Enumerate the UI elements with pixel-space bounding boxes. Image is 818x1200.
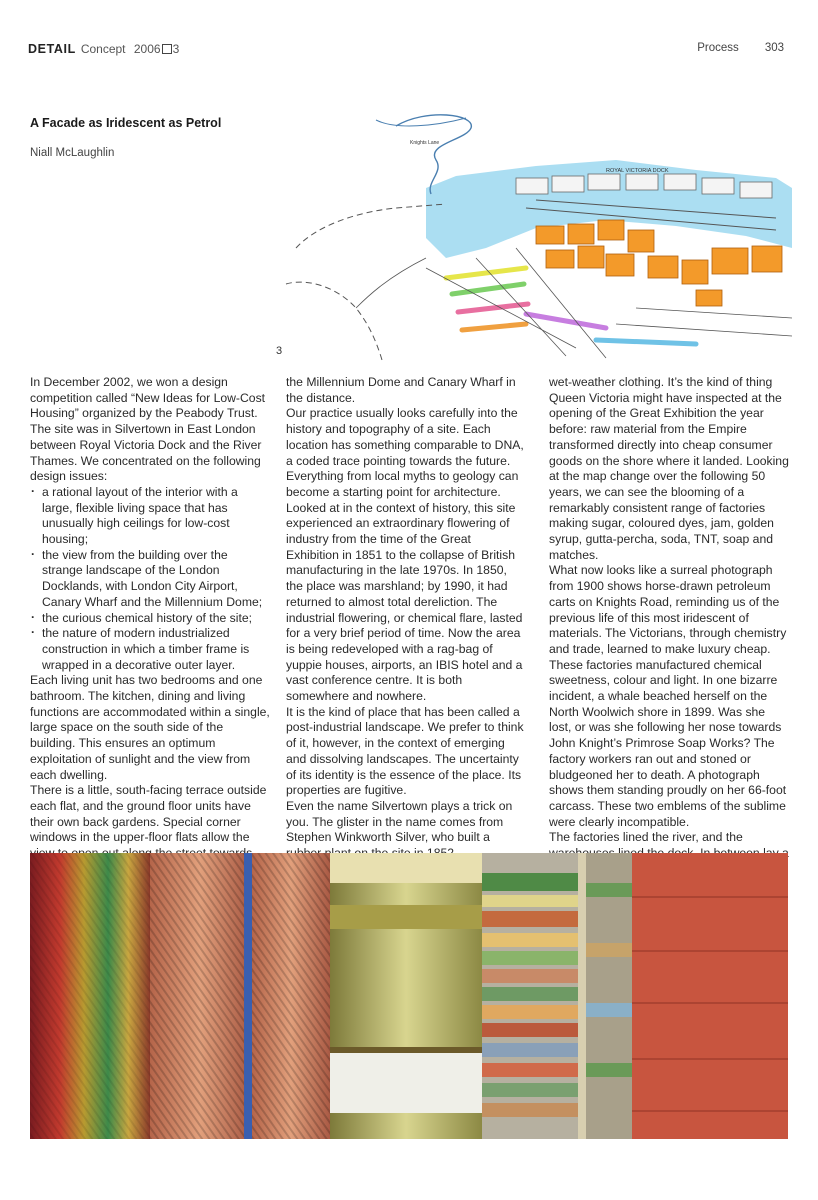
paragraph: It is the kind of place that has been called a post-industrial landscape. We prefer to think of it, however, in the context of emerging and dissolving landscapes. The uncertainty of its identity is the essence of the place. Its properties are fugitive. (286, 704, 524, 798)
paragraph: There is a little, south-facing terrace outside each flat, and the ground floor units have their own back gardens. Special corner windows in the upper-floor flats allow the (30, 783, 267, 845)
design-issues-list (30, 485, 270, 673)
material-samples-photo (30, 853, 788, 1139)
paragraph: the Millennium Dome and Canary Wharf in the distance. (286, 375, 516, 405)
article-author: Niall McLaughlin (30, 147, 115, 159)
list-item: · the nature of modern industrialized construction in which a timber frame is wrapped in a decorative outer layer. (30, 626, 270, 673)
paragraph: In December 2002, we won a design competition called “New Ideas for Low-Cost Housing” organized by the Peabody Trust. The site was in Silvertown in East London between Royal Victoria Dock and the River Thames. We concentrated on the following design issues: (30, 375, 266, 484)
running-header (28, 42, 784, 64)
paragraph: Looked at in the context of history, this site experienced an extraordinary flowering of industry from the time of the Great Exhibition in 1851 to the collapse of British manufacturing in the late 1970s. In 1850, the place was marshland; by 1990, it had returned to almost total dereliction. The industrial flowering, or chemical flare, lasted for a very brief period of time. Now the area is being redeveloped with a rag-bag of yuppie houses, airports, an IBIS hotel and a vast conference centre. It is both somewhere and nowhere. (286, 500, 523, 704)
paragraph: What now looks like a surreal photograph from 1900 shows horse-drawn petroleum carts on Knights Road, reminding us of the previous life of this most iridescent of materials. The Victorians, through chemistry and trade, learned to make luxury cheap. These factories manufactured chemical sweetness, colour and light. In one bizarre incident, a whale beached herself on the North Woolwich shore in 1899. Was she lost, or was she following her nose towards John Knight’s Primrose Soap Works? The factory workers ran out and stoned or bludgeoned her to death. A photograph shows them standing proudly on her 66-foot carcass. These two emblems of the sublime were clearly incompatible. (549, 563, 787, 829)
text-column-2 (286, 375, 526, 878)
magazine-name: DETAIL (28, 42, 76, 56)
coloured-strips (482, 853, 586, 1139)
header-section: Concept (80, 42, 126, 56)
article-title: A Facade as Iridescent as Petrol (30, 116, 222, 130)
header-year: 2006 (133, 42, 161, 56)
site-sketch-map (276, 108, 792, 362)
map-label-dock: ROYAL VICTORIA DOCK (606, 168, 669, 174)
header-brand (28, 42, 179, 56)
list-item: · a rational layout of the interior with a large, flexible living space that has unusually high ceilings for low-cost housing; (30, 485, 270, 548)
paragraph: Each living unit has two bedrooms and one bathroom. The kitchen, dining and living functions are accommodated within a single, large space on the south side of the building. This ensures an optimum exploitation of sunlight and the view from each dwelling. (30, 673, 270, 782)
list-item: · the view from the building over the strange landscape of the London Docklands, with London City Airport, Canary Wharf and the Millennium Dome; (30, 548, 270, 611)
issue-box-icon (162, 44, 172, 54)
header-right (697, 42, 784, 54)
paragraph: Even the name Silvertown plays a trick on you. The glister in the name comes from Stephen Winkworth Silver, who built a (286, 798, 513, 845)
list-item: · the curious chemical history of the site; (30, 611, 270, 627)
header-issue: 3 (172, 42, 180, 56)
paragraph: The factories lined the river, and the (549, 830, 743, 845)
map-label-top: Knights Lane (410, 140, 440, 146)
text-column-3 (549, 375, 789, 862)
page-number: 303 (764, 42, 784, 54)
paragraph: wet-weather clothing. It’s the kind of thing Queen Victoria might have inspected at the opening of the Great Exhibition the year before: raw material from the Empire transformed directly into cheap consumer goods on the shore where it landed. Looking at the map change over the following 50 years, we can see the blooming of a remarkably consistent range of factories making sugar, coloured dyes, jam, golden syrup, gutta-percha, soda, TNT, soap and matches. (549, 375, 789, 562)
figure-number: 3 (276, 345, 283, 357)
paragraph: Our practice usually looks carefully into the history and topography of a site. Each location has something comparable to DNA, a coded trace pointing towards the future. Everything from local myths to geology can become a starting point for architecture. (286, 406, 524, 499)
text-column-1 (30, 375, 270, 862)
header-topic: Process (697, 42, 739, 54)
